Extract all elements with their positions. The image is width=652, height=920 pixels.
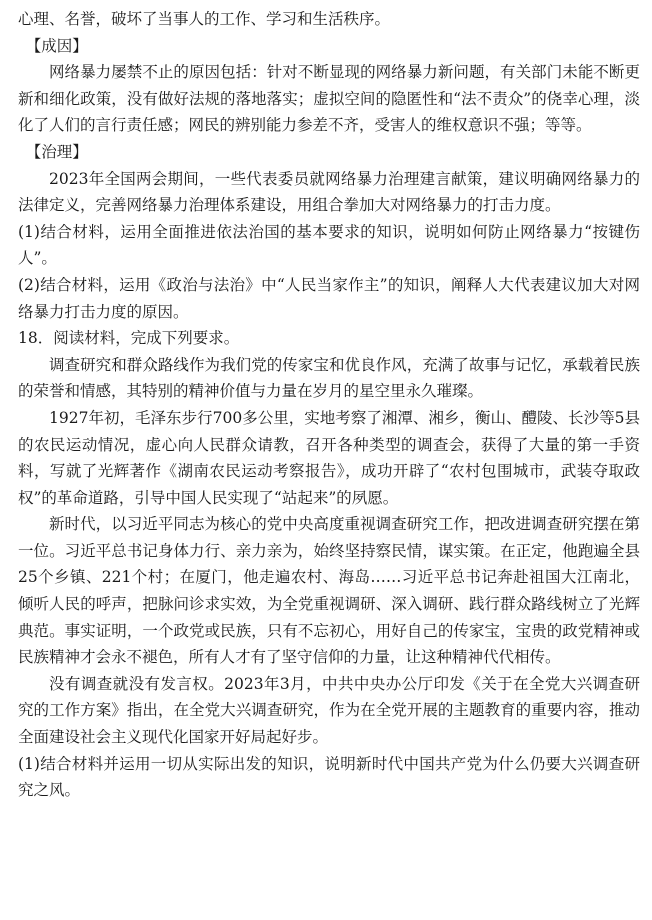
cause-paragraph: 网络暴力屡禁不止的原因包括：针对不断显现的网络暴力新问题，有关部门未能不断更新和细化政策，没有做好法规的落地落实；虚拟空间的隐匿性和“法不责众”的侥幸心理，淡化了人们的言行责任感；网民的辨别能力参差不齐，受害人的维权意识不强；等等。	[18, 63, 640, 135]
question-18-title: 18．阅读材料，完成下列要求。	[18, 329, 240, 348]
intro-tail-paragraph: 心理、名誉，破坏了当事人的工作、学习和生活秩序。	[18, 10, 391, 28]
question-18-1: (1)结合材料并运用一切从实际出发的知识，说明新时代中国共产党为什么仍要大兴调查研究之风。	[18, 754, 640, 800]
material-18-paragraph-1: 调查研究和群众路线作为我们党的传家宝和优良作风，充满了故事与记忆，承载着民族的荣誉和情感，其特别的精神价值与力量在岁月的星空里永久璀璨。	[18, 355, 640, 401]
question-17-2: (2)结合材料，运用《政治与法治》中“人民当家作主”的知识，阐释人大代表建议加大对网络暴力打击力度的原因。	[18, 275, 640, 321]
question-17-1: (1)结合材料，运用全面推进依法治国的基本要求的知识，说明如何防止网络暴力“按键伤人”。	[18, 222, 640, 268]
material-18-paragraph-3: 新时代，以习近平同志为核心的党中央高度重视调查研究工作，把改进调查研究摆在第一位。习近平总书记身体力行、亲力亲为，始终坚持察民情，谋实策。在正定，他跑遍全县25个乡镇、221个村；在厦门，他走遍农村、海岛……习近平总书记奔赴祖国大江南北，倾听人民的呼声，把脉问诊求实效，为全党重视调研、深入调研、践行群众路线树立了光辉典范。事实证明，一个政党或民族，只有不忘初心，用好自己的传家宝，宝贵的政党精神或民族精神才会永不褪色，所有人才有了坚守信仰的力量，让这种精神代代相传。	[18, 515, 640, 667]
material-18-paragraph-4: 没有调查就没有发言权。2023年3月，中共中央办公厅印发《关于在全党大兴调查研究的工作方案》指出，在全党大兴调查研究，作为在全党开展的主题教育的重要内容，推动全面建设社会主义现代化国家开好局起好步。	[18, 674, 640, 747]
cause-heading: 【成因】	[25, 36, 88, 55]
governance-heading: 【治理】	[25, 142, 88, 161]
material-18-paragraph-2: 1927年初，毛泽东步行700多公里，实地考察了湘潭、湘乡，衡山、醴陵、长沙等5县的农民运动情况，虚心向人民群众请教，召开各种类型的调查会，获得了大量的第一手资料，写就了光辉著作《湖南农民运动考察报告》，成功开辟了“农村包围城市，武装夺取政权”的革命道路，引导中国人民实现了“站起来”的夙愿。	[18, 408, 640, 507]
governance-paragraph: 2023年全国两会期间，一些代表委员就网络暴力治理建言献策，建议明确网络暴力的法律定义，完善网络暴力治理体系建设，用组合拳加大对网络暴力的打击力度。	[18, 169, 640, 215]
